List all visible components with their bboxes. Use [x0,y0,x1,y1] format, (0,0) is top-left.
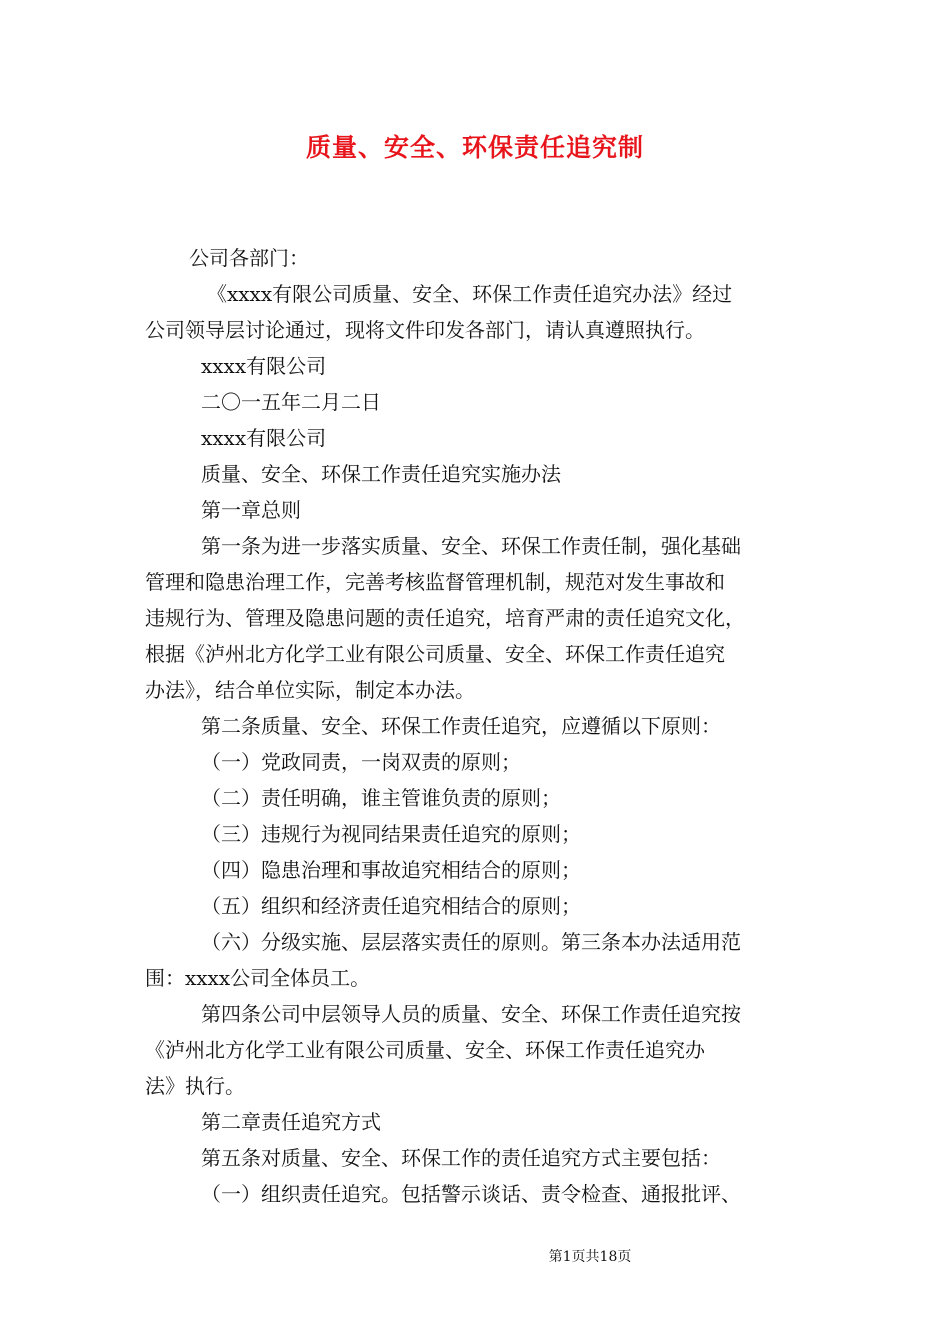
paragraph-line: 公司各部门： [189,246,309,270]
paragraph-line: 违规行为、管理及隐患问题的责任追究，培育严肃的责任追究文化， [145,606,745,630]
paragraph-line: 《泸州北方化学工业有限公司质量、安全、环保工作责任追究办 [145,1038,705,1062]
paragraph-line: 第五条对质量、安全、环保工作的责任追究方式主要包括： [201,1146,721,1170]
document-title: 质量、安全、环保责任追究制 [305,133,644,162]
paragraph-line: 第二条质量、安全、环保工作责任追究，应遵循以下原则： [201,714,721,738]
paragraph-line: 围：xxxx公司全体员工。 [145,966,371,990]
paragraph-line: 二〇一五年二月二日 [201,390,381,414]
paragraph-line: （四）隐患治理和事故追究相结合的原则； [201,858,581,882]
paragraph-line: xxxx有限公司 [201,354,327,378]
paragraph-line: 办法》，结合单位实际，制定本办法。 [145,678,475,702]
paragraph-line: 质量、安全、环保工作责任追究实施办法 [201,462,561,486]
paragraph-line: （五）组织和经济责任追究相结合的原则； [201,894,581,918]
paragraph-line: 《xxxx有限公司质量、安全、环保工作责任追究办法》经过 [207,282,733,306]
paragraph-line: 第一条为进一步落实质量、安全、环保工作责任制，强化基础 [201,534,741,558]
paragraph-line: （三）违规行为视同结果责任追究的原则； [201,822,581,846]
paragraph-line: xxxx有限公司 [201,426,327,450]
paragraph-line: （一）组织责任追究。包括警示谈话、责令检查、通报批评、 [201,1182,741,1206]
paragraph-line: （六）分级实施、层层落实责任的原则。第三条本办法适用范 [201,930,741,954]
paragraph-line: 公司领导层讨论通过，现将文件印发各部门，请认真遵照执行。 [145,318,705,342]
page-number: 第1页共18页 [548,1249,632,1265]
paragraph-line: （二）责任明确，谁主管谁负责的原则； [201,786,561,810]
document-body [145,240,825,1212]
paragraph-line: 第一章总则 [201,498,301,522]
paragraph-line: 法》执行。 [145,1074,245,1098]
paragraph-line: 第二章责任追究方式 [201,1110,381,1134]
paragraph-line: （一）党政同责，一岗双责的原则； [201,750,521,774]
paragraph-line: 根据《泸州北方化学工业有限公司质量、安全、环保工作责任追究 [145,642,725,666]
paragraph-line: 第四条公司中层领导人员的质量、安全、环保工作责任追究按 [201,1002,741,1026]
paragraph-line: 管理和隐患治理工作，完善考核监督管理机制，规范对发生事故和 [145,570,725,594]
